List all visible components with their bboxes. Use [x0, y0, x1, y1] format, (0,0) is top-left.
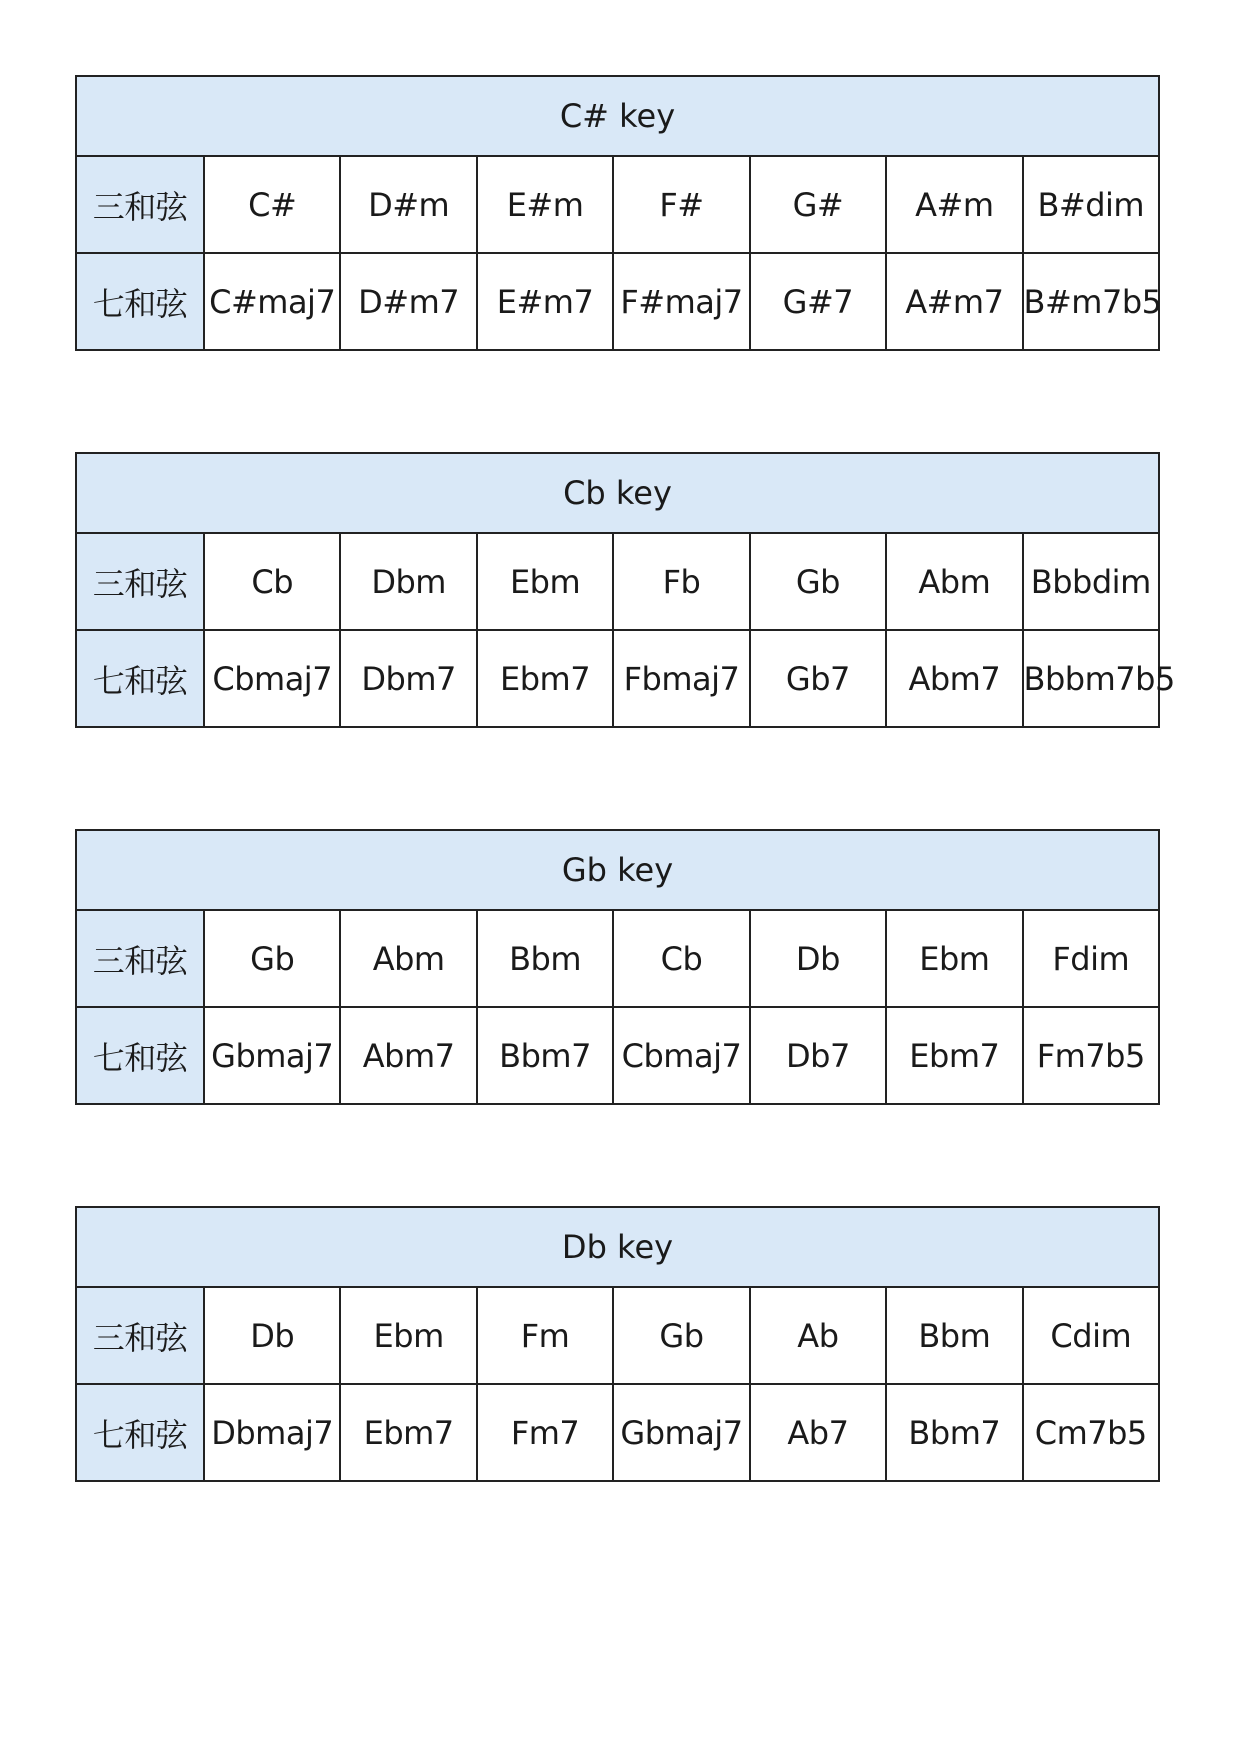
chord-cell: B#dim — [1023, 156, 1159, 253]
chord-cell: Cbmaj7 — [204, 630, 340, 727]
chord-cell: Fm7 — [477, 1384, 613, 1481]
triad-row — [76, 156, 1159, 253]
triad-row — [76, 910, 1159, 1007]
chord-cell: Abm7 — [340, 1007, 476, 1104]
chord-cell: Fbmaj7 — [613, 630, 749, 727]
chord-cell: Fm — [477, 1287, 613, 1384]
chord-cell: D#m7 — [340, 253, 476, 350]
chord-cell: Cm7b5 — [1023, 1384, 1159, 1481]
chord-cell: D#m — [340, 156, 476, 253]
chord-cell: G# — [750, 156, 886, 253]
chord-cell: Ebm — [340, 1287, 476, 1384]
chord-cell: Bbm7 — [886, 1384, 1022, 1481]
chord-cell: Ebm7 — [477, 630, 613, 727]
chord-cell: Ebm — [886, 910, 1022, 1007]
chord-table-c-flat-key — [75, 452, 1175, 728]
table-title: Gb key — [76, 830, 1159, 910]
row-label: 三和弦 — [76, 1287, 204, 1384]
chord-cell: Gbmaj7 — [613, 1384, 749, 1481]
table-title-row — [76, 453, 1159, 533]
chord-cell: Dbm — [340, 533, 476, 630]
chord-table-d-flat-key — [75, 1206, 1160, 1482]
row-label: 七和弦 — [76, 630, 204, 727]
chord-cell: Fm7b5 — [1023, 1007, 1159, 1104]
seventh-row — [76, 630, 1159, 727]
seventh-row — [76, 1007, 1159, 1104]
chord-cell: Db — [204, 1287, 340, 1384]
chord-cell: Bbbm7b5 — [1023, 630, 1159, 727]
chord-cell: Fdim — [1023, 910, 1159, 1007]
chord-cell: Ebm — [477, 533, 613, 630]
chord-cell: A#m7 — [886, 253, 1022, 350]
chord-cell: Dbmaj7 — [204, 1384, 340, 1481]
chord-cell: G#7 — [750, 253, 886, 350]
chord-cell: Bbm7 — [477, 1007, 613, 1104]
row-label: 三和弦 — [76, 910, 204, 1007]
chord-cell: Gb — [613, 1287, 749, 1384]
seventh-row — [76, 253, 1159, 350]
triad-row — [76, 533, 1159, 630]
row-label: 三和弦 — [76, 533, 204, 630]
chord-cell: Bbbdim — [1023, 533, 1159, 630]
chord-cell: E#m7 — [477, 253, 613, 350]
chord-table-c-sharp-key — [75, 75, 1160, 351]
table-title-row — [76, 830, 1159, 910]
row-label: 七和弦 — [76, 1007, 204, 1104]
row-label: 三和弦 — [76, 156, 204, 253]
chord-cell: Gbmaj7 — [204, 1007, 340, 1104]
chord-cell: Abm7 — [886, 630, 1022, 727]
table-title: C# key — [76, 76, 1159, 156]
chord-cell: Gb — [204, 910, 340, 1007]
chord-cell: F#maj7 — [613, 253, 749, 350]
chord-cell: Db7 — [750, 1007, 886, 1104]
chord-cell: Gb7 — [750, 630, 886, 727]
chord-cell: Db — [750, 910, 886, 1007]
chord-cell: Abm — [340, 910, 476, 1007]
chord-cell: F# — [613, 156, 749, 253]
chord-cell: C# — [204, 156, 340, 253]
chord-cell: Ebm7 — [886, 1007, 1022, 1104]
chord-cell: Ab — [750, 1287, 886, 1384]
chord-table-g-flat-key — [75, 829, 1160, 1105]
chord-cell: Cb — [204, 533, 340, 630]
chord-cell: Bbm — [886, 1287, 1022, 1384]
seventh-row — [76, 1384, 1159, 1481]
chord-cell: Cb — [613, 910, 749, 1007]
table-title: Cb key — [76, 453, 1159, 533]
chord-cell: A#m — [886, 156, 1022, 253]
chord-cell: Gb — [750, 533, 886, 630]
chord-cell: Ebm7 — [340, 1384, 476, 1481]
table-title-row — [76, 1207, 1159, 1287]
table-title: Db key — [76, 1207, 1159, 1287]
chord-cell: Dbm7 — [340, 630, 476, 727]
chord-cell: Bbm — [477, 910, 613, 1007]
chord-cell: B#m7b5 — [1023, 253, 1159, 350]
chord-cell: Cbmaj7 — [613, 1007, 749, 1104]
chord-cell: C#maj7 — [204, 253, 340, 350]
chord-cell: Cdim — [1023, 1287, 1159, 1384]
chord-cell: Ab7 — [750, 1384, 886, 1481]
table-title-row — [76, 76, 1159, 156]
chord-cell: Fb — [613, 533, 749, 630]
row-label: 七和弦 — [76, 1384, 204, 1481]
row-label: 七和弦 — [76, 253, 204, 350]
chord-cell: Abm — [886, 533, 1022, 630]
chord-cell: E#m — [477, 156, 613, 253]
triad-row — [76, 1287, 1159, 1384]
